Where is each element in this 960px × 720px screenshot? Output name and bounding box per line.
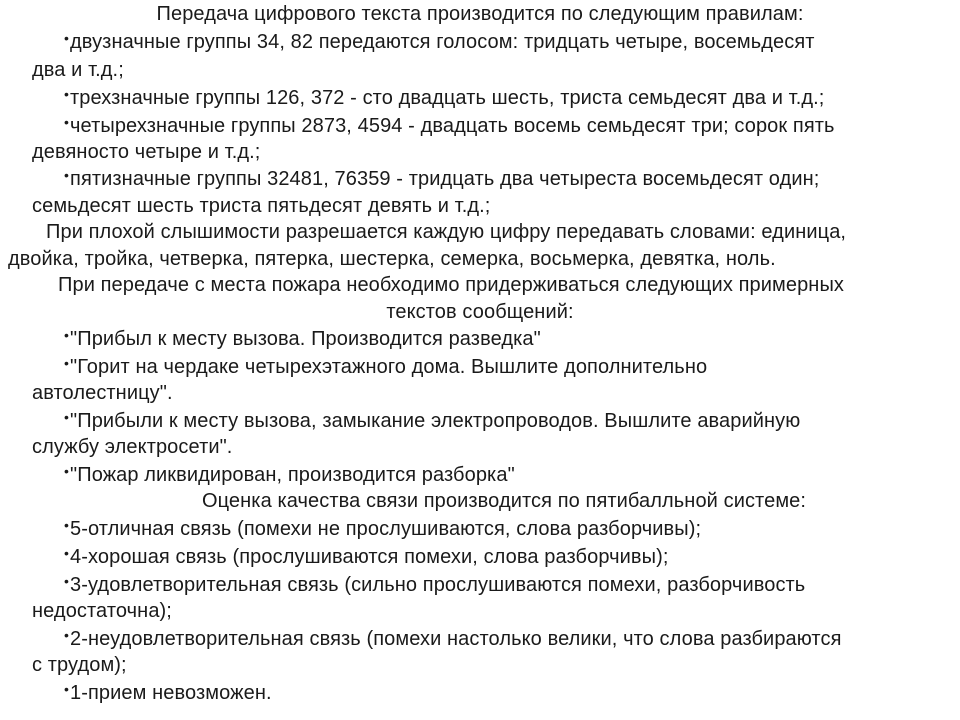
bullet-icon: • (64, 167, 70, 183)
paragraph-fire-messages: При передаче с места пожара необходимо придерживаться следующих примерных (58, 274, 845, 296)
list-item: •4-хорошая связь (прослушиваются помехи, слова разборчивы); (64, 544, 960, 571)
list-item-continuation: семьдесят шесть триста пятьдесят девять и т.д.; (32, 195, 491, 217)
list-item-continuation: девяносто четыре и т.д.; (32, 141, 261, 163)
bullet-icon: • (64, 114, 70, 130)
bullet-icon: • (64, 627, 70, 643)
bullet-icon: • (64, 355, 70, 371)
list-item: •"Прибыл к месту вызова. Производится разведка" (64, 326, 960, 353)
list-item: •"Горит на чердаке четырехэтажного дома. Вышлите дополнительно (64, 354, 960, 381)
list-item-continuation: службу электросети". (32, 436, 233, 458)
bullet-icon: • (64, 327, 70, 343)
list-item: •трехзначные группы 126, 372 - сто двадцать шесть, триста семьдесят два и т.д.; (64, 85, 960, 112)
heading-digital-text-rules: Передача цифрового текста производится по следующим правилам: (156, 3, 804, 25)
list-item: •2-неудовлетворительная связь (помехи настолько велики, что слова разбираются (64, 626, 960, 653)
list-item: •5-отличная связь (помехи не прослушиваются, слова разборчивы); (64, 516, 960, 543)
bullet-icon: • (64, 409, 70, 425)
heading-quality-rating: Оценка качества связи производится по пятибалльной системе: (201, 490, 807, 512)
paragraph-poor-audibility: При плохой слышимости разрешается каждую цифру передавать словами: единица, (46, 221, 847, 243)
paragraph-poor-audibility-continuation: двойка, тройка, четверка, пятерка, шестерка, семерка, восьмерка, девятка, ноль. (8, 248, 776, 270)
list-item: •1-прием невозможен. (64, 680, 960, 707)
list-item: •"Прибыли к месту вызова, замыкание электропроводов. Вышлите аварийную (64, 408, 960, 435)
list-item-continuation: автолестницу". (32, 382, 173, 404)
list-item: •пятизначные группы 32481, 76359 - тридцать два четыреста восемьдесят один; (64, 166, 960, 193)
list-item: •"Пожар ликвидирован, производится разборка" (64, 462, 960, 489)
paragraph-fire-messages-continuation: текстов сообщений: (386, 301, 574, 323)
bullet-icon: • (64, 681, 70, 697)
list-item-continuation: недостаточна); (32, 600, 172, 622)
list-item-continuation: два и т.д.; (32, 59, 124, 81)
list-item: •четырехзначные группы 2873, 4594 - двадцать восемь семьдесят три; сорок пять (64, 113, 960, 140)
list-item: •двузначные группы 34, 82 передаются голосом: тридцать четыре, восемьдесят (64, 29, 960, 56)
bullet-icon: • (64, 86, 70, 102)
list-item-continuation: с трудом); (32, 654, 127, 676)
bullet-icon: • (64, 517, 70, 533)
list-item: •3-удовлетворительная связь (сильно прослушиваются помехи, разборчивость (64, 572, 960, 599)
bullet-icon: • (64, 573, 70, 589)
bullet-icon: • (64, 30, 70, 46)
bullet-icon: • (64, 463, 70, 479)
bullet-icon: • (64, 545, 70, 561)
